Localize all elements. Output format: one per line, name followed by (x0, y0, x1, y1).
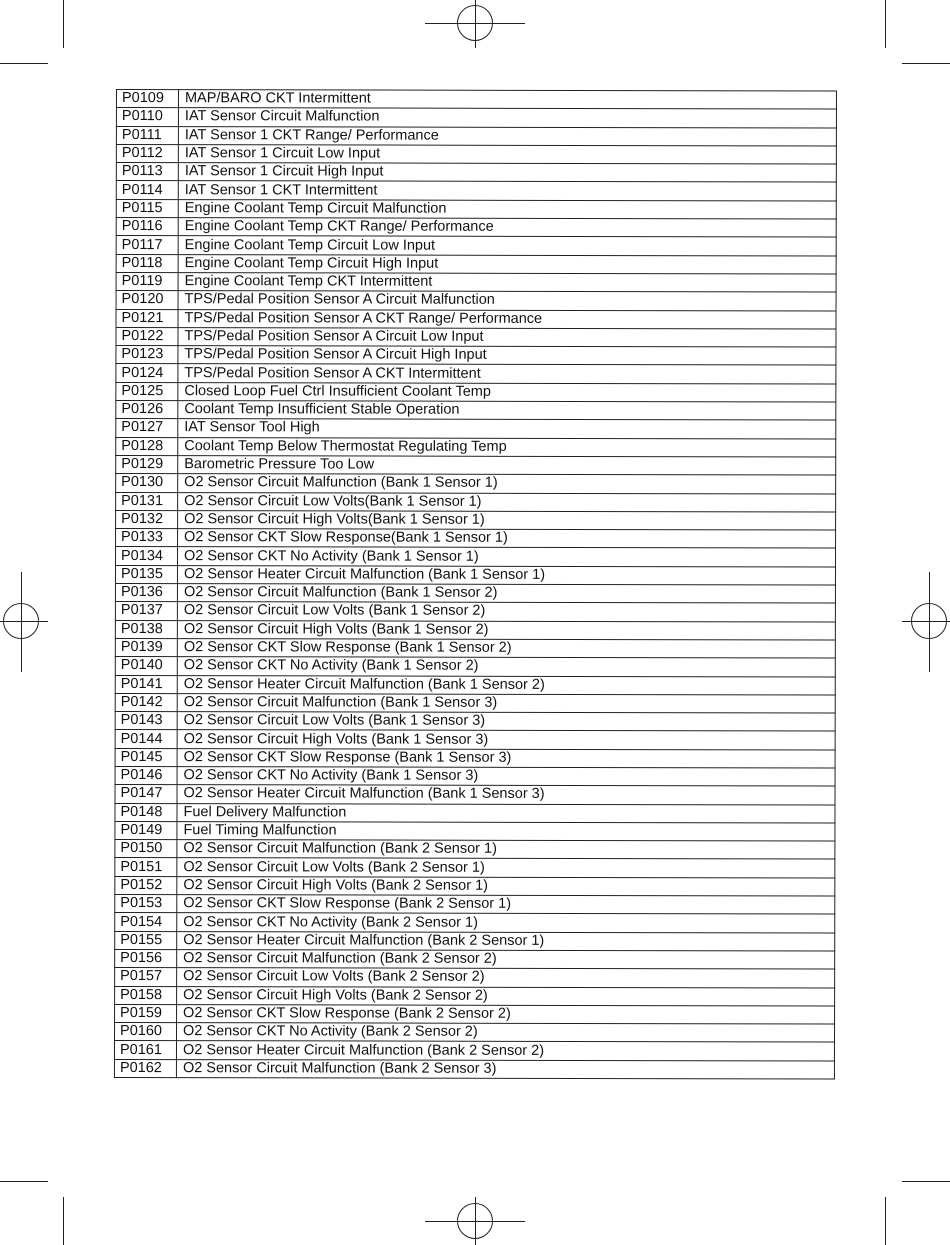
crop-mark (902, 63, 950, 64)
dtc-code: P0147 (115, 785, 177, 803)
table-row (115, 657, 835, 677)
crop-mark (63, 1197, 64, 1245)
table-row (116, 346, 836, 366)
crop-mark (885, 0, 886, 48)
dtc-code: P0160 (115, 1023, 177, 1041)
table-row (116, 236, 836, 256)
dtc-description: O2 Sensor Circuit Low Volts (Bank 1 Sensor 3) (177, 712, 835, 732)
dtc-description: O2 Sensor CKT Slow Response (Bank 1 Sensor 2) (177, 639, 835, 659)
table-row (116, 327, 836, 347)
table-row (115, 876, 835, 896)
dtc-code: P0130 (116, 474, 178, 492)
dtc-code: P0113 (116, 163, 178, 181)
table-row (116, 547, 836, 567)
dtc-description: IAT Sensor Tool High (178, 419, 836, 439)
dtc-description: TPS/Pedal Position Sensor A Circuit Low Input (178, 327, 836, 347)
dtc-description: MAP/BARO CKT Intermittent (178, 90, 836, 110)
dtc-description: O2 Sensor Circuit Malfunction (Bank 1 Sensor 1) (178, 474, 836, 494)
dtc-code: P0143 (115, 712, 177, 730)
dtc-description: O2 Sensor CKT No Activity (Bank 2 Sensor 1) (177, 913, 835, 933)
dtc-description: O2 Sensor Circuit Low Volts (Bank 1 Sensor 2) (177, 602, 835, 622)
dtc-code: P0155 (115, 931, 177, 949)
table-row (115, 712, 835, 732)
table-row (116, 272, 836, 292)
dtc-code: P0135 (115, 565, 177, 583)
dtc-code-table (114, 89, 837, 1080)
dtc-code: P0126 (116, 401, 178, 419)
table-row (115, 620, 835, 640)
dtc-code: P0120 (116, 291, 178, 309)
dtc-description: Coolant Temp Below Thermostat Regulating Temp (178, 437, 836, 457)
dtc-code: P0153 (115, 895, 177, 913)
dtc-description: Fuel Timing Malfunction (177, 822, 835, 842)
dtc-code: P0110 (116, 108, 178, 126)
dtc-description: TPS/Pedal Position Sensor A Circuit High Input (178, 346, 836, 366)
dtc-code: P0134 (116, 547, 178, 565)
dtc-code: P0115 (116, 199, 178, 217)
dtc-code: P0118 (116, 254, 178, 272)
dtc-code: P0161 (114, 1041, 176, 1059)
dtc-description: O2 Sensor Heater Circuit Malfunction (Bank 1 Sensor 1) (177, 565, 835, 585)
dtc-code: P0111 (116, 126, 178, 144)
dtc-description: Engine Coolant Temp Circuit High Input (178, 254, 836, 274)
dtc-code: P0152 (115, 876, 177, 894)
table-row (115, 986, 835, 1006)
dtc-code: P0150 (115, 840, 177, 858)
table-row (115, 1004, 835, 1024)
dtc-description: IAT Sensor 1 CKT Range/ Performance (178, 126, 836, 146)
table-row (115, 949, 835, 969)
dtc-code: P0141 (115, 675, 177, 693)
dtc-description: TPS/Pedal Position Sensor A Circuit Malfunction (178, 291, 836, 311)
dtc-description: O2 Sensor Circuit Malfunction (Bank 2 Sensor 2) (177, 950, 835, 970)
table-row (116, 455, 836, 475)
dtc-code: P0138 (115, 620, 177, 638)
table-row (115, 803, 835, 823)
table-row (116, 254, 836, 274)
dtc-description: O2 Sensor Circuit Malfunction (Bank 2 Sensor 3) (176, 1059, 834, 1079)
dtc-code: P0133 (116, 529, 178, 547)
dtc-code: P0158 (115, 986, 177, 1004)
dtc-description: Engine Coolant Temp CKT Range/ Performance (178, 218, 836, 238)
dtc-code: P0159 (115, 1004, 177, 1022)
dtc-description: O2 Sensor Circuit High Volts (Bank 1 Sensor 2) (177, 620, 835, 640)
table-row (116, 218, 836, 238)
dtc-code: P0114 (116, 181, 178, 199)
table-row (116, 291, 836, 311)
dtc-code: P0136 (115, 584, 177, 602)
table-row (114, 1041, 834, 1061)
dtc-code: P0154 (115, 913, 177, 931)
dtc-code: P0122 (116, 327, 178, 345)
dtc-code: P0156 (115, 949, 177, 967)
dtc-description: O2 Sensor Circuit High Volts (Bank 2 Sensor 2) (177, 986, 835, 1006)
dtc-code: P0140 (115, 657, 177, 675)
dtc-description: Closed Loop Fuel Ctrl Insufficient Coolant Temp (178, 382, 836, 402)
dtc-description: O2 Sensor Circuit High Volts (Bank 1 Sensor 3) (177, 730, 835, 750)
table-row (116, 126, 836, 146)
crop-mark (902, 1181, 950, 1182)
dtc-description: O2 Sensor Heater Circuit Malfunction (Bank 1 Sensor 2) (177, 675, 835, 695)
table-row (116, 529, 836, 549)
dtc-description: O2 Sensor CKT Slow Response (Bank 2 Sensor 1) (177, 895, 835, 915)
table-row (115, 584, 835, 604)
dtc-description: Coolant Temp Insufficient Stable Operation (178, 401, 836, 421)
dtc-description: IAT Sensor 1 CKT Intermittent (178, 181, 836, 201)
table-row (116, 163, 836, 183)
dtc-code: P0116 (116, 218, 178, 236)
dtc-code: P0137 (115, 602, 177, 620)
dtc-code: P0149 (115, 821, 177, 839)
table-row (115, 858, 835, 878)
dtc-description: Fuel Delivery Malfunction (177, 803, 835, 823)
dtc-description: TPS/Pedal Position Sensor A CKT Range/ Performance (178, 309, 836, 329)
dtc-description: O2 Sensor Circuit Malfunction (Bank 1 Sensor 3) (177, 693, 835, 713)
dtc-description: TPS/Pedal Position Sensor A CKT Intermittent (178, 364, 836, 384)
table-row (115, 931, 835, 951)
table-row (115, 602, 835, 622)
table-row (116, 181, 836, 201)
dtc-description: IAT Sensor 1 Circuit Low Input (178, 145, 836, 165)
table-row (115, 638, 835, 658)
table-row (116, 90, 836, 110)
dtc-code: P0131 (116, 492, 178, 510)
table-row (115, 730, 835, 750)
dtc-code: P0151 (115, 858, 177, 876)
crop-mark (0, 1181, 48, 1182)
crop-mark (63, 0, 64, 48)
dtc-description: O2 Sensor Circuit Low Volts (Bank 2 Sensor 1) (177, 858, 835, 878)
dtc-description: O2 Sensor CKT Slow Response (Bank 2 Sensor 2) (177, 1004, 835, 1024)
table-row (116, 108, 836, 128)
table-row (115, 785, 835, 805)
dtc-description: O2 Sensor CKT Slow Response(Bank 1 Sensor 1) (178, 529, 836, 549)
dtc-description: O2 Sensor Heater Circuit Malfunction (Bank 1 Sensor 3) (177, 785, 835, 805)
table-row (115, 565, 835, 585)
table-row (115, 840, 835, 860)
dtc-description: IAT Sensor Circuit Malfunction (178, 108, 836, 128)
dtc-code: P0124 (116, 364, 178, 382)
dtc-description: O2 Sensor Circuit Low Volts(Bank 1 Sensor 1) (178, 492, 836, 512)
dtc-code: P0109 (116, 90, 178, 108)
table-row (115, 913, 835, 933)
dtc-code: P0119 (116, 272, 178, 290)
dtc-description: O2 Sensor Heater Circuit Malfunction (Bank 2 Sensor 2) (176, 1041, 834, 1061)
dtc-code: P0132 (116, 510, 178, 528)
dtc-code: P0148 (115, 803, 177, 821)
table-row (116, 419, 836, 439)
table-row (116, 364, 836, 384)
dtc-description: O2 Sensor CKT No Activity (Bank 2 Sensor 2) (177, 1023, 835, 1043)
dtc-code: P0117 (116, 236, 178, 254)
table-row (116, 492, 836, 512)
table-row (116, 199, 836, 219)
dtc-code: P0125 (116, 382, 178, 400)
dtc-code: P0139 (115, 638, 177, 656)
dtc-description: Barometric Pressure Too Low (178, 456, 836, 476)
dtc-description: O2 Sensor Circuit Low Volts (Bank 2 Sensor 2) (177, 968, 835, 988)
dtc-description: Engine Coolant Temp CKT Intermittent (178, 273, 836, 293)
crop-mark (885, 1197, 886, 1245)
table-row (116, 510, 836, 530)
dtc-description: O2 Sensor Circuit High Volts(Bank 1 Sensor 1) (178, 510, 836, 530)
dtc-description: IAT Sensor 1 Circuit High Input (178, 163, 836, 183)
dtc-description: O2 Sensor CKT No Activity (Bank 1 Sensor 3) (177, 767, 835, 787)
dtc-code: P0145 (115, 748, 177, 766)
table-row (115, 766, 835, 786)
table-row (115, 968, 835, 988)
dtc-description: O2 Sensor Circuit High Volts (Bank 2 Sensor 1) (177, 876, 835, 896)
crop-mark (0, 63, 48, 64)
table-row (114, 1059, 834, 1079)
dtc-description: O2 Sensor Heater Circuit Malfunction (Bank 2 Sensor 1) (177, 931, 835, 951)
table-row (115, 693, 835, 713)
dtc-code: P0127 (116, 419, 178, 437)
table-row (115, 821, 835, 841)
table-row (116, 401, 836, 421)
dtc-code: P0129 (116, 455, 178, 473)
dtc-description: O2 Sensor CKT No Activity (Bank 1 Sensor 2) (177, 657, 835, 677)
table-row (116, 437, 836, 457)
dtc-code: P0142 (115, 693, 177, 711)
table-row (116, 144, 836, 164)
table-row (116, 474, 836, 494)
dtc-code: P0112 (116, 144, 178, 162)
dtc-description: O2 Sensor CKT No Activity (Bank 1 Sensor 1) (178, 547, 836, 567)
dtc-description: O2 Sensor Circuit Malfunction (Bank 2 Sensor 1) (177, 840, 835, 860)
dtc-description: O2 Sensor CKT Slow Response (Bank 1 Sensor 3) (177, 748, 835, 768)
dtc-code: P0144 (115, 730, 177, 748)
table-row (116, 309, 836, 329)
table-row (115, 1023, 835, 1043)
table-row (116, 382, 836, 402)
dtc-description: Engine Coolant Temp Circuit Malfunction (178, 199, 836, 219)
dtc-description: O2 Sensor Circuit Malfunction (Bank 1 Sensor 2) (177, 584, 835, 604)
dtc-code: P0123 (116, 346, 178, 364)
table-row (115, 748, 835, 768)
table-row (115, 895, 835, 915)
table-row (115, 675, 835, 695)
dtc-description: Engine Coolant Temp Circuit Low Input (178, 236, 836, 256)
dtc-code: P0121 (116, 309, 178, 327)
dtc-table-body (114, 90, 836, 1080)
dtc-code: P0128 (116, 437, 178, 455)
dtc-code: P0146 (115, 766, 177, 784)
dtc-code: P0162 (114, 1059, 176, 1077)
dtc-code: P0157 (115, 968, 177, 986)
